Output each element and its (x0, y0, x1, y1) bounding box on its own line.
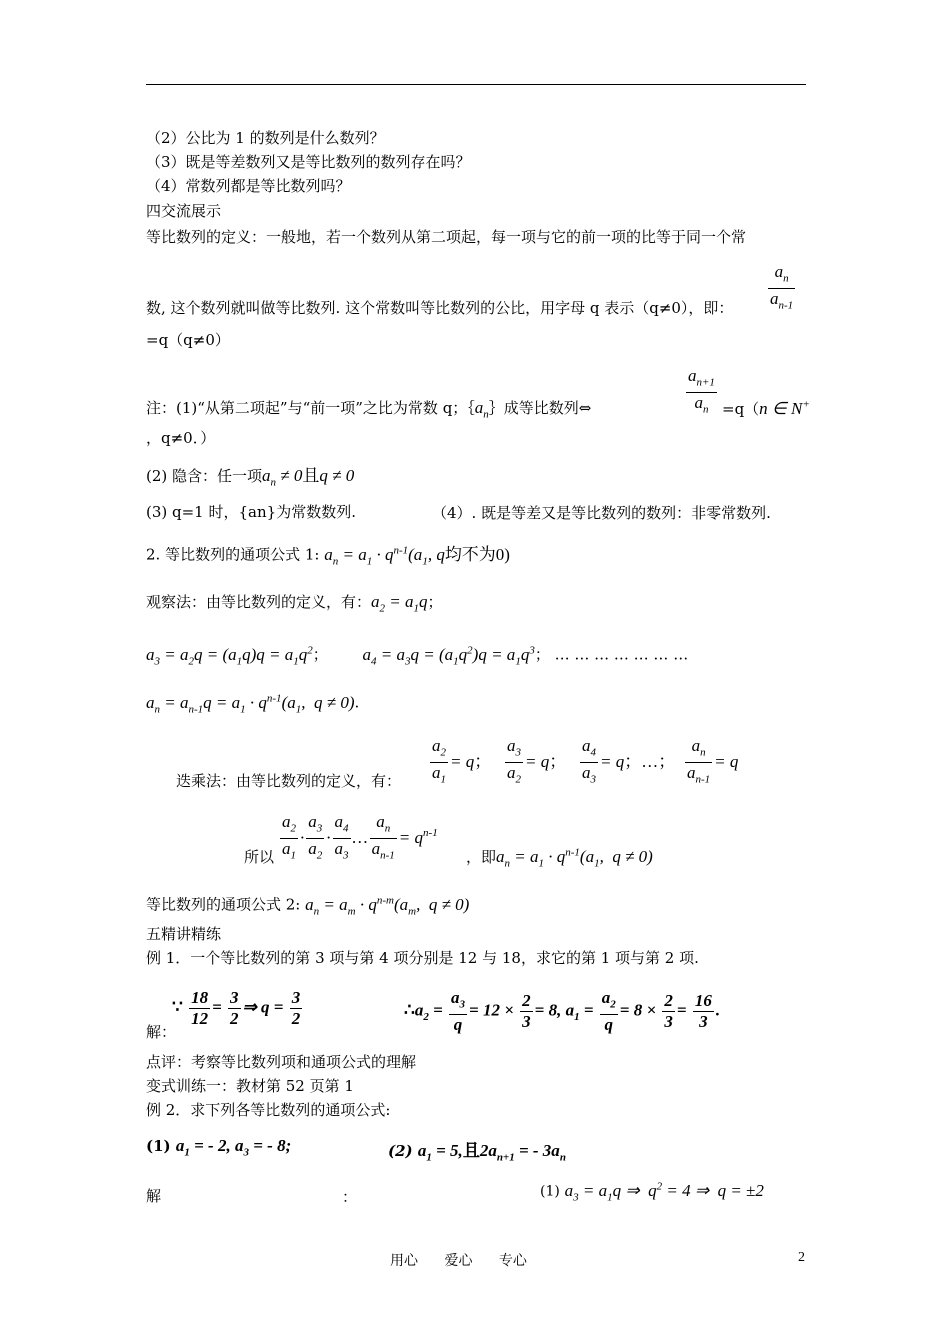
note-1-an: $a_n$ (474, 398, 489, 421)
note-4: （4）. 既是等差又是等比数列的数列：非零常数列. (432, 504, 771, 522)
question-3: （3）既是等差数列又是等比数列的数列存在吗？ (146, 153, 471, 171)
formula-1-expr: $a_n = a_1 \cdot q^{n-1}(a_1$, q均不为0) (324, 544, 510, 568)
ex2-part1-expr: $a_1$ = - 2, $a_3$ = - 8; (175, 1136, 292, 1159)
observe-a4: $a_4 = a_3q = (a_1q^2)q = a_1q^3$ (362, 644, 535, 668)
ji-text: ，即 (466, 848, 497, 866)
solution-2-colon: ： (342, 1188, 358, 1206)
definition-line-3: =q（q≠0） (146, 331, 230, 349)
ratio-a3-a2: $\frac{a_3}{a_2}$ = q； (507, 736, 567, 786)
observe-a2: $a_2 = a_1q$ (371, 592, 428, 615)
ratio-an: $\frac{a_n}{a_{n-1}}$ = q (687, 736, 739, 786)
note-1-text-b: ｝成等比数列⇔ (488, 399, 592, 417)
note-1-fraction: $\frac{a_{n+1}}{a_n}$ (688, 366, 715, 416)
note-1-set: n ∈ N+ (759, 398, 810, 418)
sol2-part-expr: $a_3 = a_1q$ ⇒ $q^2 = 4$ ⇒ q = ±2 (564, 1180, 764, 1204)
comment: 点评：考察等比数列项和通项公式的理解 (146, 1053, 417, 1071)
definition-line-2: 数, 这个数列就叫做等比数列. 这个常数叫等比数列的公比，用字母 q 表示（q≠0），即： (146, 299, 734, 317)
note-1 (146, 398, 591, 424)
sol2-part-label: (1) (540, 1183, 560, 1200)
section-5-title: 五精讲精练 (146, 925, 222, 943)
example-2-part-1 (146, 1136, 291, 1162)
observe-a3-a4: $a_3 = a_2q = (a_1q)q = a_1q^2$； $a_4 = a_3q = (a_1q^2)q = a_1q^3$； … … … … … … … (146, 644, 689, 668)
multiply-label: 迭乘法：由等比数列的定义，有： (176, 772, 402, 790)
note-1-text-c: =q（ (722, 400, 760, 418)
product-of-ratios: $\frac{a_2}{a_1}$ · $\frac{a_3}{a_2}$ · $\frac{a_4}{a_3}$ … $\frac{a_n}{a_{n-1}}$ = $q^{n-1}$ (282, 812, 438, 862)
note-2-text: (2) 隐含：任一项 (146, 467, 263, 485)
definition-fraction: $\frac{a_n}{a_{n-1}}$ (770, 262, 794, 312)
observe-label: 观察法：由等比数列的定义，有： (146, 593, 372, 611)
definition-line-1: 等比数列的定义：一般地，若一个数列从第二项起，每一项与它的前一项的比等于同一个常 (146, 228, 747, 246)
note-2 (146, 466, 354, 492)
example-2-part-2 (388, 1136, 566, 1163)
note-1-eq (722, 398, 810, 419)
formula-2-expr: $a_n = a_m \cdot q^{n-m}(a_m$, q ≠ 0) (305, 894, 470, 918)
observe-a3: $a_3 = a_2q = (a_1q)q = a_1q^2$ (146, 644, 313, 668)
ratio-a4-a3: $\frac{a_4}{a_3}$ = q；…； (582, 736, 676, 786)
note-2-formula: $a_n \ne 0$且q ≠ 0 (262, 466, 355, 489)
formula-2 (146, 890, 469, 921)
solution-2-part-1 (540, 1180, 764, 1203)
example-2: 例 2．求下列各等比数列的通项公式: (146, 1101, 391, 1119)
question-2: （2）公比为 1 的数列是什么数列？ (146, 129, 385, 147)
note-3: (3) q=1 时，{an}为常数数列. (146, 503, 356, 521)
page-number: 2 (798, 1250, 805, 1265)
solution-2-label: 解 (146, 1187, 162, 1205)
so-label: 所以 (244, 848, 275, 866)
ex2-part2-label: (2) (388, 1142, 413, 1160)
ex2-part1-label: (1) (146, 1137, 171, 1155)
header-rule (146, 84, 806, 85)
section-4-title: 四交流展示 (146, 202, 222, 220)
product-result: $a_n = a_1 \cdot q^{n-1}(a_1$, q ≠ 0) (496, 846, 653, 870)
observe-dots: … … … … … … … (554, 645, 689, 664)
note-1-tail: ，q≠0．） (146, 429, 216, 447)
observe-line: 观察法：由等比数列的定义，有：$a_2 = a_1q$； (146, 592, 443, 615)
ex2-and: 且 (462, 1141, 480, 1160)
exercise-1: 变式训练一：教材第 52 页第 1 (146, 1077, 354, 1095)
footer: 用心 爱心 专心 (390, 1253, 527, 1269)
ratio-a2-a1: $\frac{a_2}{a_1}$ = q； (432, 736, 492, 786)
solution-step-2: $\therefore a_2$ = $\frac{a_3}{q}$ = 12 × $\frac{2}{3}$ = 8, $a_1$ = $\frac{a_2}{q}$ = 8 × $\frac{2}{3}$ = $\frac{16}{3}$ . (404, 988, 721, 1035)
ji-label (466, 846, 653, 869)
formula-1 (146, 540, 510, 571)
formula-1-label: 2. 等比数列的通项公式 1: (146, 545, 320, 564)
solution-label: 解： (146, 1023, 177, 1041)
ex2-part2-expr: $a_1 = 5$,且$2a_{n+1}$ = - $3a_n$ (417, 1141, 566, 1164)
formula-2-label: 等比数列的通项公式 2: (146, 895, 301, 914)
observe-an: $a_n = a_{n-1}q = a_1 \cdot q^{n-1}(a_1$, q ≠ 0). (146, 692, 360, 716)
question-4: （4）常数列都是等比数列吗？ (146, 177, 351, 195)
solution-step-1: ∵ $\frac{18}{12}$ = $\frac{3}{2}$ ⇒ q = $\frac{3}{2}$ (172, 988, 301, 1028)
observe-an-expr: $a_n = a_{n-1}q = a_1 \cdot q^{n-1}(a_1$, q ≠ 0) (146, 692, 355, 716)
example-1: 例 1．一个等比数列的第 3 项与第 4 项分别是 12 与 18，求它的第 1 项与第 2 项. (146, 949, 699, 967)
note-1-text-a: 注：(1)“从第二项起”与“前一项”之比为常数 q；｛ (146, 399, 475, 417)
formula-1-cond: 均不为0) (444, 544, 510, 564)
